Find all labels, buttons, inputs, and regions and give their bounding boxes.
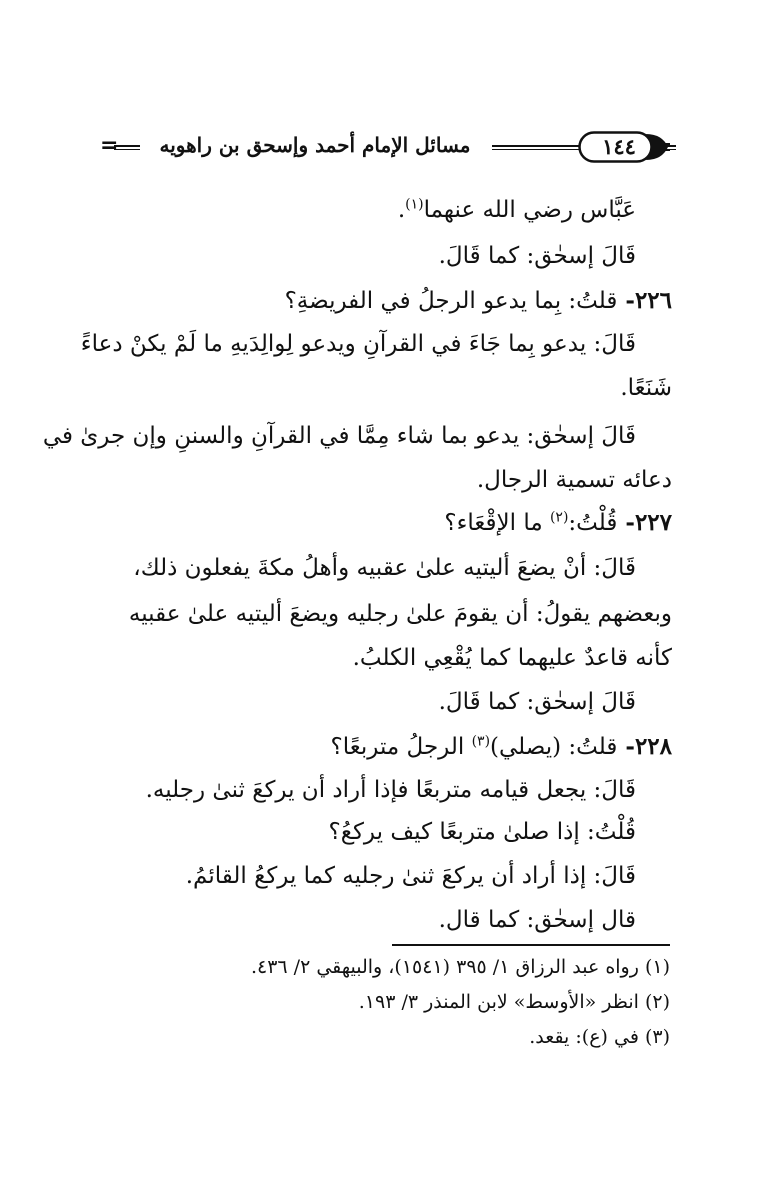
header-ornament-left: = [100, 133, 119, 158]
running-title: مسائل الإمام أحمد وإسحق بن راهويه [159, 133, 471, 157]
text-line: قَالَ: يدعو بِما جَاءَ في القرآنِ ويدعو لِوالِدَيهِ ما لَمْ يكنْ دعاءً [80, 331, 636, 357]
footnote-3: (٣) في (ع): يقعد. [529, 1026, 670, 1048]
text-line: شَنَعًا. [620, 375, 672, 401]
footnote-2: (٢) انظر «الأوسط» لابن المنذر ٣/ ١٩٣. [358, 991, 670, 1013]
text-line: قَالَ: أنْ يضعَ أليتيه علىٰ عقبيه وأهلُ مكةَ يفعلون ذلك، [133, 555, 636, 581]
text-line: قَالَ إسحٰق: يدعو بما شاء مِمَّا في القرآنِ والسننِ وإن جرىٰ في [42, 423, 636, 449]
footnote-separator [392, 944, 670, 946]
text-line: قَالَ: يجعل قيامه متربعًا فإذا أراد أن يركعَ ثنىٰ رجليه. [145, 777, 636, 803]
question-228: ٢٢٨- قلتُ: (يصلي)$^{(٣)}$ الرجلُ متربعًا؟ [330, 733, 672, 760]
text-line: دعائه تسمية الرجال. [476, 467, 672, 493]
text-line: قال إسحٰق: كما قال. [438, 907, 636, 933]
question-number: ٢٢٨- [617, 733, 672, 760]
footnote-ref: (١) [405, 196, 424, 213]
footnote-ref: (٢) [549, 509, 569, 526]
question-226: ٢٢٦- قلتُ: بِما يدعو الرجلُ في الفريضةِ؟ [284, 287, 672, 314]
question-number: ٢٢٧- [617, 509, 672, 536]
text-line: كأنه قاعدٌ عليهما كما يُقْعِي الكلبُ. [352, 645, 672, 671]
page-number: ١٤٤ [602, 134, 636, 159]
question-227: ٢٢٧- قُلْتُ:$^{(٢)}$ ما الإقْعَاء؟ [444, 509, 672, 536]
text-line: قَالَ إسحٰق: كما قَالَ. [438, 689, 636, 715]
text-line: وبعضهم يقولُ: أن يقومَ علىٰ رجليه ويضعَ أليتيه علىٰ عقبيه [128, 601, 672, 627]
footnotes [100, 950, 670, 1055]
text-line: قَالَ إسحٰق: كما قَالَ. [438, 243, 636, 269]
text-line: قُلْتُ: إذا صلىٰ متربعًا كيف يركعُ؟ [328, 819, 636, 845]
footnote-ref: (٣) [471, 733, 491, 750]
footnote-1: (١) رواه عبد الرزاق ١/ ٣٩٥ (١٥٤١)، والبيهقي ٢/ ٤٣٦. [250, 956, 670, 978]
text-line: قَالَ: إذا أراد أن يركعَ ثنىٰ رجليه كما يركعُ القائمُ. [185, 863, 636, 889]
question-number: ٢٢٦- [617, 287, 672, 314]
text-line: عَبَّاس رضي الله عنهما$^{(١)}$. [397, 196, 636, 223]
